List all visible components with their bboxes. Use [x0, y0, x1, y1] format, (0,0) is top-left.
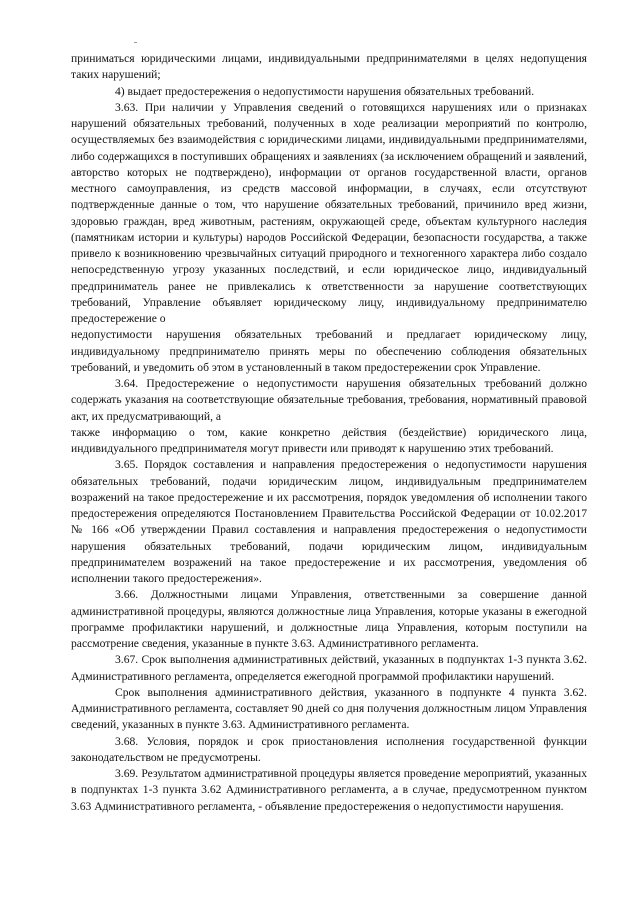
paragraph-3-63: 3.63. При наличии у Управления сведений о готовящихся нарушениях или о признаках нарушений обязательных требований, полученных в ходе реализации мероприятий по контролю, осуществляемых без взаимодействия с юридическими лицами, индивидуальными предпринимателями, либо содержащихся в поступивших обращениях и заявлениях (за исключением обращений и заявлений, авторство которых не подтверждено), информации от органов государственной власти, органов местного самоуправления, из средств массовой информации, в случаях, если отсутствуют подтвержденные данные о том, что нарушение обязательных требований, причинило вред жизни, здоровью граждан, вред животным, растениям, окружающей среде, объектам культурного наследия (памятникам истории и культуры) народов Российской Федерации, безопасности государства, а также привело к возникновению чрезвычайных ситуаций природного и техногенного характера либо создало непосредственную угрозу указанных последствий, и если юридическое лицо, индивидуальный предприниматель ранее не привлекались к ответственности за нарушение соответствующих требований, Управление объявляет юридическому лицу, индивидуальному предпринимателю предостережение о: [71, 100, 587, 325]
paragraph-3-68: 3.68. Условия, порядок и срок приостановления исполнения государственной функции законодательством не предусмотрены.: [71, 734, 587, 764]
paragraph-3-64: 3.64. Предостережение о недопустимости нарушения обязательных требований должно содержать указания на соответствующие обязательные требования, требования, нормативный правовой акт, их предусматривающий, а: [71, 377, 587, 423]
paragraph-3-63-continuation: недопустимости нарушения обязательных требований и предлагает юридическому лицу, индивидуальному предпринимателю принять меры по обеспечению соблюдения обязательных требований, и уведомить об этом в установленный в таком предостережении срок Управление.: [71, 328, 587, 374]
paragraph-3-65: 3.65. Порядок составления и направления предостережения о недопустимости нарушения обязательных требований, подачи юридическим лицом, индивидуальным предпринимателем возражений на такое предостережение и их рассмотрения, порядок уведомления об исполнении такого предостережения определяются Постановлением Правительства Российской Федерации от 10.02.2017 № 166 «Об утверждении Правил составления и направления предостережения о недопустимости нарушения обязательных требований, подачи юридическим лицом, индивидуальным предпринимателем возражений на такое предостережение и их рассмотрения, уведомления об исполнении такого предостережения».: [71, 458, 587, 585]
paragraph-continuation: приниматься юридическими лицами, индивидуальными предпринимателями в целях недопущения таких нарушений;: [71, 52, 587, 82]
paragraph-3-67-term: Срок выполнения административного действия, указанного в подпункте 4 пункта 3.62. Административного регламента, составляет 90 дней со дня получения должностным лицом Управления сведений, указанных в пункте 3.63. Административного регламента.: [71, 685, 587, 732]
document-text: [71, 51, 587, 815]
paragraph-3-64-continuation: также информацию о том, какие конкретно действия (бездействие) юридического лица, индивидуального предпринимателя могут привести или приводят к нарушению этих требований.: [71, 425, 587, 455]
paragraph-3-66: 3.66. Должностными лицами Управления, ответственными за совершение данной административной процедуры, являются должностные лица Управления, которые указаны в ежегодной программе профилактики нарушений, и должностные лица Управления, которым поступили на рассмотрение сведения, указанные в пункте 3.63. Административного регламента.: [71, 588, 587, 650]
paragraph-3-67: 3.67. Срок выполнения административных действий, указанных в подпунктах 1-3 пункта 3.62. Административного регламента, определяется ежегодной программой профилактики нарушений.: [71, 653, 587, 683]
paragraph-item-4: 4) выдает предостережения о недопустимости нарушения обязательных требований.: [115, 84, 535, 98]
paragraph-3-69: 3.69. Результатом административной процедуры является проведение мероприятий, указанных в подпунктах 1-3 пункта 3.62 Административного регламента, а в случае, предусмотренном пунктом 3.63 Административного регламента, - объявление предостережения о недопустимости нарушения.: [71, 767, 587, 813]
scan-mark: [134, 42, 137, 43]
